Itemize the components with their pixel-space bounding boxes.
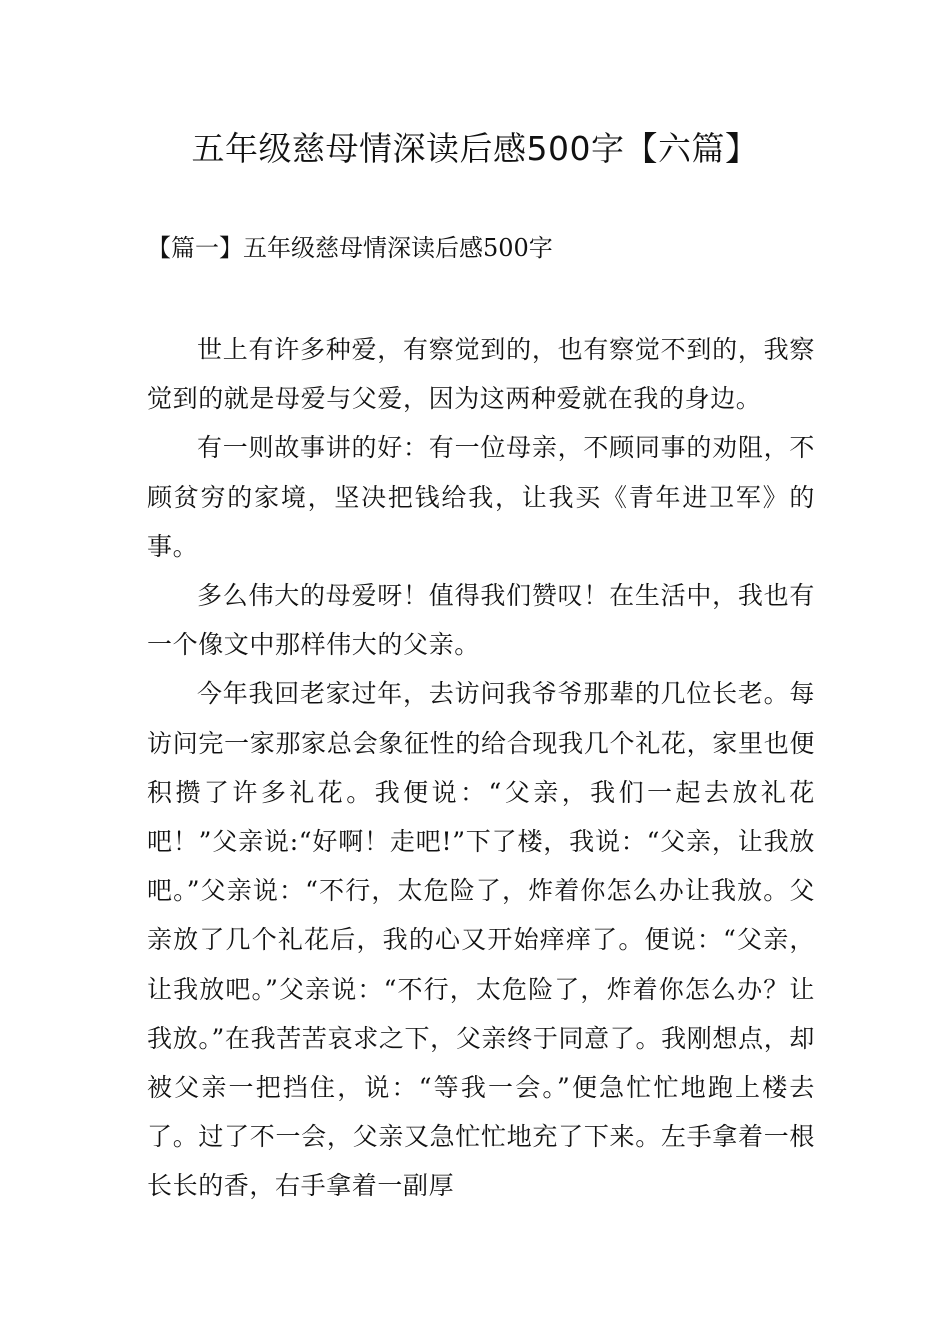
paragraph: 有一则故事讲的好：有一位母亲，不顾同事的劝阻，不顾贫穷的家境，坚决把钱给我，让我买《青年进卫军》的事。 <box>147 433 815 561</box>
essay-body <box>147 325 815 1211</box>
paragraph: 多么伟大的母爱呀！值得我们赞叹！在生活中，我也有一个像文中那样伟大的父亲。 <box>147 581 815 660</box>
paragraph: 世上有许多种爱，有察觉到的，也有察觉不到的，我察觉到的就是母爱与父爱，因为这两种爱就在我的身边。 <box>147 335 815 414</box>
section-heading: 【篇一】五年级慈母情深读后感500字 <box>147 234 553 262</box>
paragraph: 今年我回老家过年，去访问我爷爷那辈的几位长老。每访问完一家那家总会象征性的给合现我几个礼花，家里也便积攒了许多礼花。我便说：“父亲，我们一起去放礼花吧！”父亲说:“好啊！走吧!”下了楼，我说：“父亲，让我放吧。”父亲说：“不行，太危险了，炸着你怎么办让我放。父亲放了几个礼花后，我的心又开始痒痒了。便说：“父亲，让我放吧。”父亲说：“不行，太危险了，炸着你怎么办？让我放。”在我苦苦哀求之下，父亲终于同意了。我刚想点，却被父亲一把挡住，说：“等我一会。”便急忙忙地跑上楼去了。过了不一会，父亲又急忙忙地充了下来。左手拿着一根长长的香，右手拿着一副厚 <box>147 679 815 1201</box>
document-title: 五年级慈母情深读后感500字【六篇】 <box>191 129 759 168</box>
